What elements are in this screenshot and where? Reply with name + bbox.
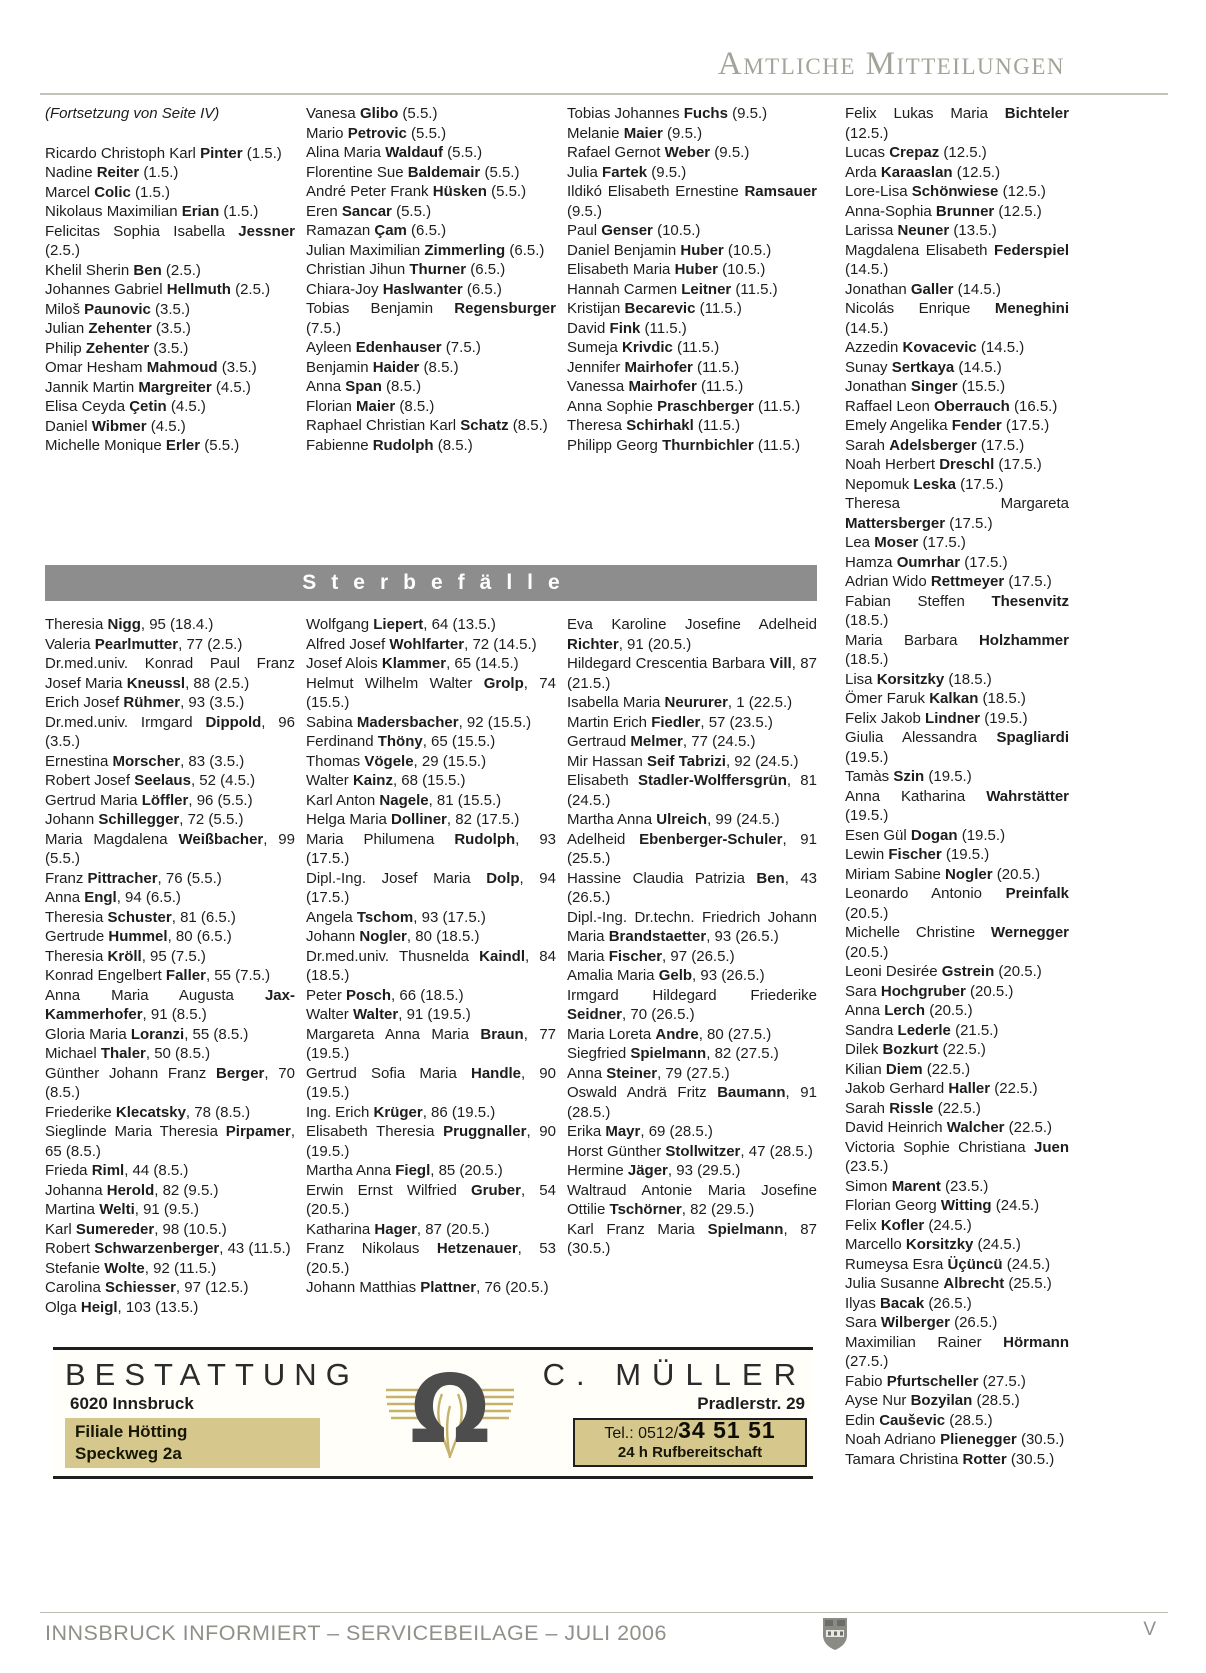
list-item: Ilyas Bacak (26.5.) — [845, 1294, 972, 1312]
list-item: Chiara-Joy Haslwanter (6.5.) — [306, 280, 502, 298]
ad-street: Pradlerstr. 29 — [697, 1394, 805, 1413]
page-number: V — [1143, 1619, 1156, 1640]
ad-phone-number: 34 51 51 — [678, 1417, 776, 1443]
deaths-banner-label: Sterbefälle — [302, 571, 575, 594]
list-item: Dilek Bozkurt (22.5.) — [845, 1041, 986, 1058]
list-item: Marcello Korsitzky (24.5.) — [845, 1236, 1021, 1253]
list-item: Eva Karoline Josefine Adelheid Richter, 91 (20.5.) — [567, 616, 817, 653]
list-item: Dipl.-Ing. Dr.techn. Friedrich Johann Maria Brandstaetter, 93 (26.5.) — [567, 908, 817, 945]
list-item: Karl Sumereder, 98 (10.5.) — [45, 1220, 227, 1238]
list-item: Paul Genser (10.5.) — [567, 222, 701, 239]
list-item: Helga Maria Dolliner, 82 (17.5.) — [306, 811, 520, 828]
list-item: Lore-Lisa Schönwiese (12.5.) — [845, 183, 1046, 200]
svg-text:Ω: Ω — [410, 1358, 490, 1460]
ad-phone-line — [585, 1417, 795, 1444]
list-item: Anna Maria Augusta Jax-Kammerhofer, 91 (8.5.) — [45, 986, 295, 1023]
footer-publication-line: INNSBRUCK INFORMIERT – SERVICEBEILAGE – JULI 2006 — [45, 1621, 667, 1645]
list-item: Hamza Oumrhar (17.5.) — [845, 553, 1008, 571]
list-item: Ramazan Çam (6.5.) — [306, 222, 447, 239]
list-item: Johanna Herold, 82 (9.5.) — [45, 1181, 219, 1199]
list-item: Sarah Adelsberger (17.5.) — [845, 436, 1025, 454]
list-item: Gertrude Hummel, 80 (6.5.) — [45, 928, 232, 945]
list-item: Omar Hesham Mahmoud (3.5.) — [45, 359, 257, 376]
list-item: Waltraud Antonie Maria Josefine Ottilie Tschörner, 82 (29.5.) — [567, 1181, 817, 1218]
list-item: André Peter Frank Hüsken (5.5.) — [306, 183, 527, 200]
list-item: Lea Moser (17.5.) — [845, 534, 966, 551]
list-item: Simon Marent (23.5.) — [845, 1177, 989, 1195]
list-item: Theresia Schuster, 81 (6.5.) — [45, 908, 236, 926]
list-item: Philip Zehenter (3.5.) — [45, 339, 189, 357]
list-item: Sarah Rissle (22.5.) — [845, 1099, 981, 1117]
list-item: Günther Johann Franz Berger, 70 (8.5.) — [45, 1064, 295, 1101]
deaths-column-3 — [567, 615, 817, 1317]
ad-availability: 24 h Rufbereitschaft — [617, 1443, 763, 1461]
list-item: Angela Tschom, 93 (17.5.) — [306, 908, 486, 926]
list-item: Friederike Klecatsky, 78 (8.5.) — [45, 1103, 251, 1121]
deaths-section-banner — [45, 565, 817, 601]
ad-company-name: C. MÜLLER — [542, 1357, 807, 1392]
list-item: Ildikó Elisabeth Ernestine Ramsauer (9.5.) — [567, 183, 817, 220]
list-item: Anna Steiner, 79 (27.5.) — [567, 1064, 730, 1082]
list-item: Felix Jakob Lindner (19.5.) — [845, 709, 1028, 727]
list-item: Johannes Gabriel Hellmuth (2.5.) — [45, 281, 271, 298]
list-item: Ömer Faruk Kalkan (18.5.) — [845, 690, 1026, 707]
list-item: Florentine Sue Baldemair (5.5.) — [306, 163, 520, 181]
list-item: Elisabeth Theresia Pruggnaller, 90 (19.5.) — [306, 1123, 556, 1160]
list-item: Marcel Colic (1.5.) — [45, 183, 171, 201]
list-item: Emely Angelika Fender (17.5.) — [845, 417, 1050, 434]
header-divider — [40, 93, 1168, 95]
list-item: Sabina Madersbacher, 92 (15.5.) — [306, 713, 532, 731]
list-item: Maria Fischer, 97 (26.5.) — [567, 947, 735, 965]
list-item: Carolina Schiesser, 97 (12.5.) — [45, 1279, 249, 1296]
list-item: Hassine Claudia Patrizia Ben, 43 (26.5.) — [567, 869, 817, 906]
list-item: Giulia Alessandra Spagliardi (19.5.) — [845, 729, 1069, 766]
list-item: Johann Nogler, 80 (18.5.) — [306, 928, 480, 945]
list-item: Valeria Pearlmutter, 77 (2.5.) — [45, 635, 243, 653]
list-item: Amalia Maria Gelb, 93 (26.5.) — [567, 967, 765, 984]
births-column-2 — [306, 104, 556, 516]
list-item: Margareta Anna Maria Braun, 77 (19.5.) — [306, 1025, 556, 1062]
list-item: Stefanie Wolte, 92 (11.5.) — [45, 1259, 217, 1277]
list-item: Sara Hochgruber (20.5.) — [845, 982, 1014, 1000]
list-item: Jannik Martin Margreiter (4.5.) — [45, 378, 251, 396]
list-item: Lucas Crepaz (12.5.) — [845, 144, 987, 161]
list-item: Esen Gül Dogan (19.5.) — [845, 826, 1006, 844]
list-item: Edin Cauševic (28.5.) — [845, 1411, 993, 1429]
list-item: Robert Josef Seelaus, 52 (4.5.) — [45, 772, 256, 789]
list-item: Gertrud Sofia Maria Handle, 90 (19.5.) — [306, 1064, 556, 1101]
innsbruck-crest-icon — [822, 1617, 848, 1657]
list-item: Michelle Monique Erler (5.5.) — [45, 437, 240, 454]
list-item: Anna Span (8.5.) — [306, 378, 422, 395]
list-item: Jakob Gerhard Haller (22.5.) — [845, 1080, 1038, 1097]
list-item: Ernestina Morscher, 83 (3.5.) — [45, 752, 245, 770]
list-item: Noah Herbert Dreschl (17.5.) — [845, 456, 1042, 473]
list-item: Rafael Gernot Weber (9.5.) — [567, 144, 750, 161]
list-item: Lewin Fischer (19.5.) — [845, 846, 990, 863]
list-item: Theresa Margareta Mattersberger (17.5.) — [845, 495, 1069, 532]
list-item: Isabella Maria Neururer, 1 (22.5.) — [567, 694, 793, 711]
list-item: Johann Matthias Plattner, 76 (20.5.) — [306, 1279, 549, 1296]
list-item: Anna-Sophia Brunner (12.5.) — [845, 202, 1042, 220]
list-item: Adelheid Ebenberger-Schuler, 91 (25.5.) — [567, 830, 817, 867]
list-item: Hildegard Crescentia Barbara Vill, 87 (21.5.) — [567, 655, 817, 692]
list-item: Larissa Neuner (13.5.) — [845, 222, 997, 239]
list-item: Florian Georg Witting (24.5.) — [845, 1197, 1040, 1214]
list-item: Alfred Josef Wohlfarter, 72 (14.5.) — [306, 635, 537, 653]
list-item: Fabio Pfurtscheller (27.5.) — [845, 1372, 1026, 1390]
births-column-3 — [567, 104, 817, 516]
list-item: Julian Zehenter (3.5.) — [45, 320, 191, 337]
list-item: Gloria Maria Loranzi, 55 (8.5.) — [45, 1025, 249, 1043]
list-item: Theresia Kröll, 95 (7.5.) — [45, 947, 206, 965]
list-item: Wolfgang Liepert, 64 (13.5.) — [306, 616, 496, 633]
list-item: Ferdinand Thöny, 65 (15.5.) — [306, 733, 496, 750]
list-item: Alina Maria Waldauf (5.5.) — [306, 144, 483, 161]
list-item: Ayleen Edenhauser (7.5.) — [306, 339, 481, 356]
list-item: Kilian Diem (22.5.) — [845, 1060, 971, 1078]
list-item: Sumeja Krivdic (11.5.) — [567, 339, 720, 356]
list-item: Raffael Leon Oberrauch (16.5.) — [845, 397, 1058, 415]
main-left-region — [45, 104, 817, 1479]
list-item: Tamara Christina Rotter (30.5.) — [845, 1450, 1055, 1468]
list-item: Martina Welti, 91 (9.5.) — [45, 1201, 199, 1218]
ad-right-block — [535, 1358, 813, 1467]
list-item: Philipp Georg Thurnbichler (11.5.) — [567, 436, 801, 454]
list-item: Konrad Engelbert Faller, 55 (7.5.) — [45, 967, 271, 984]
list-item: Dr.med.univ. Konrad Paul Franz Josef Maria Kneussl, 88 (2.5.) — [45, 655, 295, 692]
deaths-column-2 — [306, 615, 556, 1317]
footer-divider — [40, 1612, 1168, 1613]
ad-branch-box — [65, 1418, 320, 1468]
list-item: Walter Kainz, 68 (15.5.) — [306, 772, 466, 789]
list-item: Horst Günther Stollwitzer, 47 (28.5.) — [567, 1142, 813, 1160]
list-item: Gertraud Melmer, 77 (24.5.) — [567, 733, 756, 750]
list-item: Erich Josef Rühmer, 93 (3.5.) — [45, 694, 245, 711]
list-item: Maximilian Rainer Hörmann (27.5.) — [845, 1333, 1069, 1370]
ad-phone-prefix: Tel.: 0512/ — [604, 1425, 679, 1442]
list-item: Melanie Maier (9.5.) — [567, 124, 703, 142]
list-item: Michael Thaler, 50 (8.5.) — [45, 1045, 211, 1062]
list-item: Magdalena Elisabeth Federspiel (14.5.) — [845, 241, 1069, 278]
list-item: Hermine Jäger, 93 (29.5.) — [567, 1162, 741, 1179]
continuation-note: (Fortsetzung von Seite IV) — [45, 105, 220, 122]
list-item: Julia Fartek (9.5.) — [567, 163, 687, 181]
list-item: Lisa Korsitzky (18.5.) — [845, 670, 992, 688]
ad-left-block — [65, 1358, 365, 1468]
list-item: Julian Maximilian Zimmerling (6.5.) — [306, 241, 545, 259]
deaths-column-1 — [45, 615, 295, 1317]
list-item: Frieda Riml, 44 (8.5.) — [45, 1162, 189, 1179]
list-item: Martin Erich Fiedler, 57 (23.5.) — [567, 713, 773, 731]
list-item: Tamàs Szin (19.5.) — [845, 768, 972, 785]
list-item: Michelle Christine Wernegger (20.5.) — [845, 924, 1069, 961]
list-item: Felix Kofler (24.5.) — [845, 1216, 972, 1234]
list-item: Erwin Ernst Wilfried Gruber, 54 (20.5.) — [306, 1181, 556, 1218]
list-item: Anna Katharina Wahrstätter (19.5.) — [845, 787, 1069, 824]
list-item: Theresa Schirhakl (11.5.) — [567, 417, 741, 434]
list-item: Arda Karaaslan (12.5.) — [845, 163, 1001, 181]
list-item: Martha Anna Fiegl, 85 (20.5.) — [306, 1162, 503, 1179]
births-column-1 — [45, 104, 295, 516]
list-item: Elisa Ceyda Çetin (4.5.) — [45, 398, 206, 415]
list-item: Adrian Wido Rettmeyer (17.5.) — [845, 573, 1052, 590]
list-item: Dr.med.univ. Irmgard Dippold, 96 (3.5.) — [45, 713, 295, 750]
list-item: Siegfried Spielmann, 82 (27.5.) — [567, 1045, 779, 1062]
list-item: Miloš Paunovic (3.5.) — [45, 300, 191, 318]
list-item: David Heinrich Walcher (22.5.) — [845, 1119, 1053, 1136]
list-item: Maria Loreta Andre, 80 (27.5.) — [567, 1025, 772, 1043]
list-item: Vanessa Mairhofer (11.5.) — [567, 378, 744, 395]
list-item: Karl Franz Maria Spielmann, 87 (30.5.) — [567, 1220, 817, 1257]
list-item: Daniel Benjamin Huber (10.5.) — [567, 241, 772, 259]
list-item: Hannah Carmen Leitner (11.5.) — [567, 280, 778, 298]
list-item: Leoni Desirée Gstrein (20.5.) — [845, 963, 1042, 980]
list-item: Florian Maier (8.5.) — [306, 397, 435, 415]
ad-city: 6020 Innsbruck — [70, 1394, 194, 1413]
list-item: Jonathan Galler (14.5.) — [845, 280, 1001, 298]
list-item: Robert Schwarzenberger, 43 (11.5.) — [45, 1240, 291, 1257]
list-item: Tobias Benjamin Regensburger (7.5.) — [306, 300, 556, 337]
list-item: Franz Pittracher, 76 (5.5.) — [45, 869, 222, 887]
list-item: Azzedin Kovacevic (14.5.) — [845, 339, 1025, 356]
ad-branch-name: Filiale Hötting — [75, 1422, 188, 1441]
list-item: Maria Philumena Rudolph, 93 (17.5.) — [306, 830, 556, 867]
omega-logo-icon — [365, 1358, 535, 1460]
deaths-section — [45, 615, 817, 1317]
list-item: Theresia Nigg, 95 (18.4.) — [45, 616, 214, 633]
list-item: Kristijan Becarevic (11.5.) — [567, 300, 742, 317]
list-item: Sieglinde Maria Theresia Pirpamer, 65 (8.5.) — [45, 1123, 295, 1160]
list-item: Thomas Vögele, 29 (15.5.) — [306, 752, 487, 770]
list-item: Khelil Sherin Ben (2.5.) — [45, 261, 201, 279]
ad-phone-box — [573, 1418, 807, 1467]
list-item: Ricardo Christoph Karl Pinter (1.5.) — [45, 144, 282, 162]
list-item: Peter Posch, 66 (18.5.) — [306, 986, 464, 1004]
list-item: Johann Schillegger, 72 (5.5.) — [45, 811, 244, 828]
list-item: Tobias Johannes Fuchs (9.5.) — [567, 105, 768, 122]
list-item: Ing. Erich Krüger, 86 (19.5.) — [306, 1103, 496, 1121]
list-item: Olga Heigl, 103 (13.5.) — [45, 1298, 199, 1316]
list-item: Christian Jihun Thurner (6.5.) — [306, 261, 506, 278]
list-item: Anna Engl, 94 (6.5.) — [45, 889, 181, 906]
list-item: Nadine Reiter (1.5.) — [45, 164, 179, 181]
list-item: David Fink (11.5.) — [567, 319, 687, 337]
list-item: Fabienne Rudolph (8.5.) — [306, 436, 473, 454]
list-item: Julia Susanne Albrecht (25.5.) — [845, 1275, 1052, 1292]
births-column-4 — [845, 104, 1069, 1469]
list-item: Katharina Hager, 87 (20.5.) — [306, 1220, 490, 1238]
list-item: Mario Petrovic (5.5.) — [306, 124, 447, 142]
list-item: Sandra Lederle (21.5.) — [845, 1021, 999, 1039]
list-item: Walter Walter, 91 (19.5.) — [306, 1006, 471, 1023]
ad-business-type: BESTATTUNG — [65, 1357, 359, 1392]
list-item: Sara Wilberger (26.5.) — [845, 1314, 998, 1331]
list-item: Nikolaus Maximilian Erian (1.5.) — [45, 203, 259, 220]
list-item: Anna Sophie Praschberger (11.5.) — [567, 397, 801, 415]
list-item: Maria Barbara Holzhammer (18.5.) — [845, 631, 1069, 668]
list-item: Felix Lukas Maria Bichteler (12.5.) — [845, 105, 1069, 142]
list-item: Jonathan Singer (15.5.) — [845, 378, 1006, 395]
list-item: Irmgard Hildegard Friederike Seidner, 70 (26.5.) — [567, 986, 817, 1023]
list-item: Josef Alois Klammer, 65 (14.5.) — [306, 655, 519, 672]
list-item: Rumeysa Esra Üçüncü (24.5.) — [845, 1255, 1051, 1273]
list-item: Gertrud Maria Löffler, 96 (5.5.) — [45, 791, 253, 809]
list-item: Anna Lerch (20.5.) — [845, 1002, 973, 1019]
list-item: Ayse Nur Bozyilan (28.5.) — [845, 1392, 1020, 1409]
list-item: Victoria Sophie Christiana Juen (23.5.) — [845, 1138, 1069, 1175]
list-item: Nicolás Enrique Meneghini (14.5.) — [845, 300, 1069, 337]
list-item: Miriam Sabine Nogler (20.5.) — [845, 865, 1041, 883]
list-item: Daniel Wibmer (4.5.) — [45, 417, 186, 435]
list-item: Karl Anton Nagele, 81 (15.5.) — [306, 791, 502, 809]
list-item: Sunay Sertkaya (14.5.) — [845, 358, 1002, 376]
list-item: Leonardo Antonio Preinfalk (20.5.) — [845, 885, 1069, 922]
list-item: Dipl.-Ing. Josef Maria Dolp, 94 (17.5.) — [306, 869, 556, 906]
list-item: Fabian Steffen Thesenvitz (18.5.) — [845, 592, 1069, 629]
list-item: Mir Hassan Seif Tabrizi, 92 (24.5.) — [567, 752, 799, 770]
list-item: Vanesa Glibo (5.5.) — [306, 105, 438, 122]
list-item: Erika Mayr, 69 (28.5.) — [567, 1123, 713, 1140]
list-item: Jennifer Mairhofer (11.5.) — [567, 358, 740, 376]
list-item: Elisabeth Maria Huber (10.5.) — [567, 261, 766, 278]
page-title: Amtliche Mitteilungen — [717, 46, 1065, 82]
list-item: Benjamin Haider (8.5.) — [306, 358, 459, 376]
births-list-1 — [45, 144, 295, 456]
list-item: Nepomuk Leska (17.5.) — [845, 475, 1004, 493]
list-item: Eren Sancar (5.5.) — [306, 202, 432, 220]
list-item: Raphael Christian Karl Schatz (8.5.) — [306, 417, 548, 434]
list-item: Felicitas Sophia Isabella Jessner (2.5.) — [45, 222, 295, 259]
list-item: Oswald Andrä Fritz Baumann, 91 (28.5.) — [567, 1084, 817, 1121]
list-item: Maria Magdalena Weißbacher, 99 (5.5.) — [45, 830, 295, 867]
list-item: Dr.med.univ. Thusnelda Kaindl, 84 (18.5.) — [306, 947, 556, 984]
list-item: Elisabeth Stadler-Wolffersgrün, 81 (24.5.) — [567, 772, 817, 809]
funeral-home-ad — [53, 1347, 813, 1479]
list-item: Franz Nikolaus Hetzenauer, 53 (20.5.) — [306, 1240, 556, 1277]
list-item: Helmut Wilhelm Walter Grolp, 74 (15.5.) — [306, 674, 556, 711]
list-item: Martha Anna Ulreich, 99 (24.5.) — [567, 811, 780, 828]
births-continuation-section — [45, 104, 817, 516]
list-item: Noah Adriano Plienegger (30.5.) — [845, 1431, 1065, 1448]
ad-branch-street: Speckweg 2a — [75, 1444, 182, 1463]
